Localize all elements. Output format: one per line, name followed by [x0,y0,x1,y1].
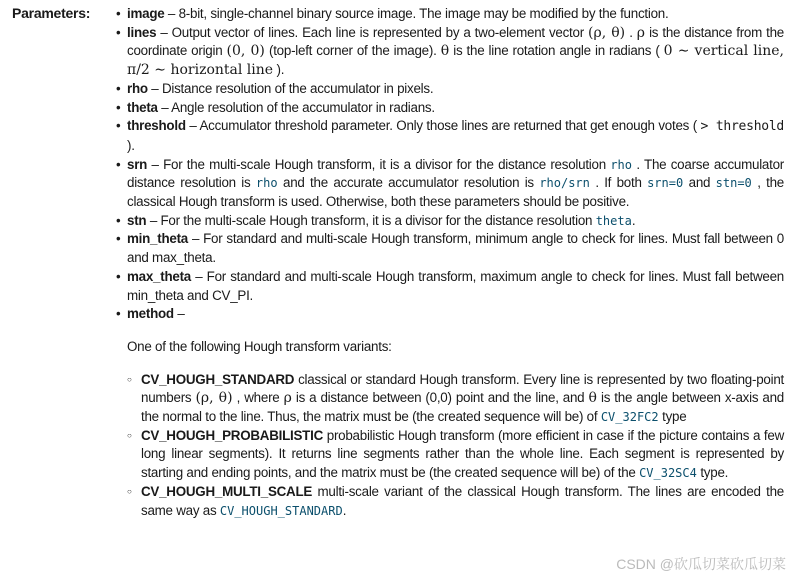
parameters-label: Parameters: [12,5,91,21]
text-segment: multi-scale variant of the classical Hough transform. The lines are encoded the same way as [141,483,784,518]
text-segment: classical or standard Hough transform. Every line is represented by two floating-point numbers [141,371,784,406]
text-segment: is the angle between x-axis and the normal to the line. Thus, the matrix must be (the created sequence will be) of [141,390,784,425]
param-item-stn [116,212,784,231]
inline-code[interactable]: rho [610,157,632,172]
inline-code[interactable]: stn=0 [715,176,752,191]
text-segment: – For standard and multi-scale Hough transform, minimum angle to check for lines. Must fall between 0 and max_theta. [127,231,784,266]
text-segment: (top-left corner of the image). [264,43,441,59]
variant-name: CV_HOUGH_PROBABILISTIC [141,427,323,443]
text-segment: – Angle resolution of the accumulator in radians. [157,99,435,115]
text-segment: is the distance from the coordinate origin [127,24,784,59]
text-segment: – For the multi-scale Hough transform, it is a divisor for the distance resolution [147,156,611,172]
param-item-lines [116,24,784,80]
watermark: CSDN @砍瓜切菜砍瓜切菜 [616,556,786,572]
text-segment: – [173,306,185,322]
text-segment: and [683,175,716,191]
param-name: stn [127,212,147,228]
text-segment: and the accurate accumulator resolution is [277,175,540,191]
math-expression: 0 ∼ vertical line, π/2 ∼ horizontal line [127,43,785,79]
param-name: min_theta [127,231,188,247]
text-segment: . The coarse accumulator distance resolution is [127,156,785,191]
inline-code[interactable]: srn=0 [647,176,684,191]
param-name: rho [127,80,148,96]
param-name: srn [127,156,148,172]
param-item-rho [116,80,784,99]
math-expression: (ρ, θ) [195,390,233,407]
inline-code[interactable]: CV_32FC2 [600,410,659,425]
variant-item [127,371,784,427]
param-item-image [116,5,784,24]
text-segment: is a distance between (0,0) point and the line, and [291,390,589,406]
inline-code[interactable]: CV_32SC4 [639,466,697,481]
text-segment: probabilistic Hough transform (more efficient in case if the picture contains a few long linear segments). It returns line segments rather than the whole line. Each segment is represented by starting and ending points, and the matrix must be (the created sequence will be) of the [141,427,784,481]
text-segment: . [631,212,636,228]
inline-code[interactable]: rho [255,176,278,191]
text-segment: – For the multi-scale Hough transform, it is a divisor for the distance resolution [146,212,596,228]
parameter-list [116,5,784,520]
text-segment: ). [273,62,285,78]
param-item-max-theta [116,268,784,305]
method-intro: One of the following Hough transform variants: [127,338,392,354]
inline-code[interactable]: theta [595,213,632,228]
text-segment: , where [232,390,284,406]
text-segment: type. [696,465,729,481]
text-segment: – 8-bit, single-channel binary source image. The image may be modified by the function. [164,6,669,21]
text-segment: – For standard and multi-scale Hough transform, maximum angle to check for lines. Must fall between min_theta and CV_PI. [127,268,784,303]
text-segment: . [342,502,347,518]
method-variant-list [127,371,784,521]
text-segment: – Accumulator threshold parameter. Only those lines are returned that get enough votes ( [185,118,701,134]
param-item-method [116,305,784,520]
param-item-theta [116,99,784,118]
math-expression: (0, 0) [226,43,265,60]
text-segment: ). [127,137,135,153]
text-segment: type [658,409,687,425]
math-expression: ρ [636,24,645,41]
math-expression: (ρ, θ) [588,24,626,41]
variant-name: CV_HOUGH_STANDARD [141,371,295,387]
param-name: threshold [127,118,186,134]
variant-name: CV_HOUGH_MULTI_SCALE [141,483,313,499]
text-segment: , the classical Hough transform is used. Otherwise, both these parameters should be positive. [127,175,784,210]
math-expression: θ [588,390,597,407]
text-segment: – Output vector of lines. Each line is represented by a two-element vector [156,24,588,40]
param-item-min-theta [116,230,784,267]
math-expression: ρ [283,390,292,407]
math-expression: θ [440,43,450,60]
math-expression: > threshold [700,119,785,135]
inline-code[interactable]: rho/srn [539,176,590,191]
text-segment: . If both [589,175,648,191]
param-name: theta [127,99,158,115]
variant-item [127,483,784,520]
text-segment: . [625,24,637,40]
param-item-threshold [116,117,784,155]
inline-code[interactable]: CV_HOUGH_STANDARD [219,503,343,518]
text-segment: is the line rotation angle in radians ( [449,43,664,59]
param-item-srn [116,156,784,212]
param-name: lines [127,24,157,40]
param-name: method [127,306,174,322]
param-name: image [127,6,165,21]
param-name: max_theta [127,268,191,284]
text-segment: – Distance resolution of the accumulator in pixels. [147,80,434,96]
variant-item [127,427,784,483]
